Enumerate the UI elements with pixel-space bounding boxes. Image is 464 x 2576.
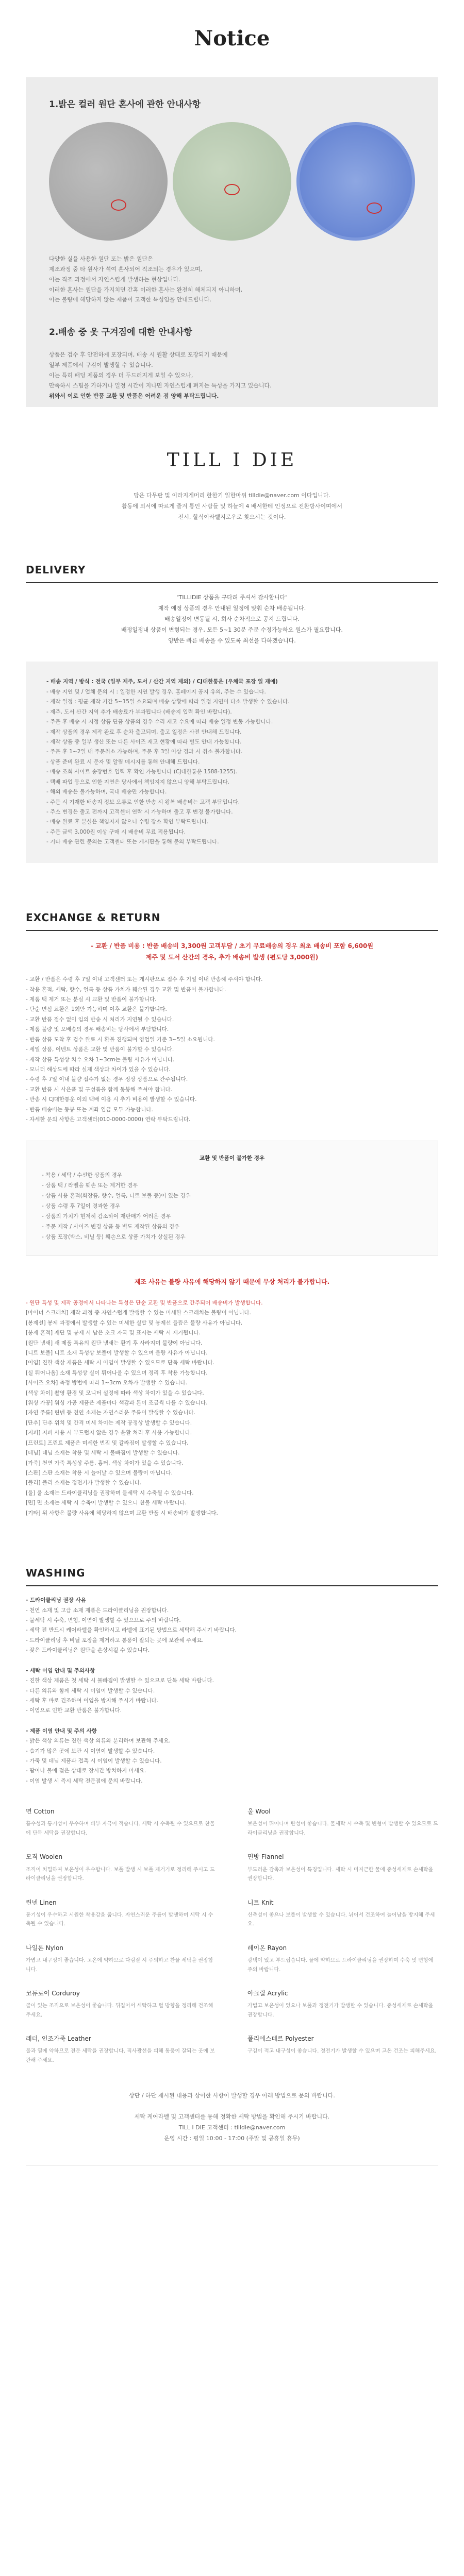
text-line: [울] 울 소재는 드라이클리닝을 권장하며 물세탁 시 수축될 수 있습니다. [26, 1489, 194, 1496]
text-line: - 세탁 전 반드시 케어라벨을 확인하시고 라벨에 표기된 방법으로 세탁해 주시기 바랍니다. [26, 1627, 237, 1634]
text-line: - 제주, 도서 산간 지역 추가 배송료가 부과됩니다 (배송지 입력 확인 바랍니다). [46, 708, 232, 715]
group-heading: - 제품 이염 안내 및 주의 사항 [26, 1727, 97, 1734]
text-line: - 주문 제작 / 사이즈 변경 상품 등 별도 제작된 상품의 경우 [42, 1224, 180, 1230]
text-line: - 이염 발생 시 즉시 세탁 전문점에 문의 바랍니다. [26, 1777, 143, 1784]
delivery-intro [26, 592, 438, 646]
notice-box [26, 77, 438, 407]
text-line: - 이염으로 인한 교환 반품은 불가합니다. [26, 1707, 122, 1714]
text-line: - 물세탁 시 수축, 변형, 이염이 발생할 수 있으므로 주의 바랍니다. [26, 1617, 181, 1623]
text-line: - 상품 포장(박스, 비닐 등) 훼손으로 상품 가치가 상실된 경우 [42, 1234, 186, 1241]
text-line: 상품은 검수 후 안전하게 포장되며, 배송 시 원활 상태로 포장되기 때문에 [49, 351, 228, 359]
exchange-list [26, 975, 438, 1125]
material-name: 폴리에스테르 Polyester [247, 2035, 314, 2043]
text-line: - 배송 조회 사이트 송장번호 입력 후 확인 가능합니다 (CJ대한통운 1588-1255). [46, 769, 237, 775]
text-line: - 반품 배송비는 동봉 또는 계좌 입금 모두 가능합니다. [26, 1106, 153, 1113]
highlight-mark [111, 199, 126, 211]
text-line: - 교환 / 반품은 수령 후 7일 이내 고객센터 또는 게시판으로 접수 후 기일 이내 반송해 주셔야 합니다. [26, 976, 263, 983]
material-desc: 부드러운 감촉과 보온성이 특징입니다. 세탁 시 미지근한 물에 중성세제로 손세탁을 권장합니다. [247, 1867, 434, 1882]
text-line: - 배송 지연 및 / 업체 문의 시 : 일정한 지연 발생 경우, 홈페이지 공지 유의, 주는 수 있습니다. [46, 688, 266, 695]
text-line: - 기타 배송 관련 문의는 고객센터 또는 게시판을 통해 문의 부탁드립니다. [46, 839, 219, 845]
text-line: - 주문 후 배송 시 지정 상품 단품 상품의 경우 수리 재고 수요에 따라 배송 일정 변동 가능합니다. [46, 719, 273, 725]
text-line: [원단 냄새] 새 제품 특유의 원단 냄새는 환기 후 사라지며 불량이 아닙니다. [26, 1340, 203, 1346]
text-line: [봉제선] 봉제 과정에서 발생할 수 있는 미세한 실밥 및 봉제선 들뜸은 불량 사유가 아닙니다. [26, 1319, 243, 1326]
material-name: 나일론 Nylon [26, 1944, 63, 1952]
text-line: - 해외 배송은 불가능하며, 국내 배송만 가능합니다. [46, 789, 167, 795]
text-line: - 배송 지역 / 방식 : 전국 (일부 제주, 도서 / 산간 지역 제외) / CJ대한통운 (우체국 포장 일 재에) [46, 679, 278, 685]
text-line: - 주문 시 기재한 배송지 정보 오류로 인한 반송 시 왕복 배송비는 고객 부담입니다. [46, 799, 240, 805]
fabric-sample-green [173, 122, 291, 241]
material-item [26, 1807, 217, 1838]
text-line: - 교환 반품 접수 없이 임의 반송 시 처리가 지연될 수 있습니다. [26, 1016, 174, 1023]
material-name: 레더, 인조가죽 Leather [26, 2035, 91, 2043]
section2-strong: 위와서 이로 인한 반품 교환 및 반품은 어려운 점 양해 부탁드립니다. [49, 392, 219, 399]
text-line: [사이즈 오차] 측정 방법에 따라 1~3cm 오차가 발생할 수 있습니다. [26, 1380, 188, 1386]
text-line: [면] 면 소재는 세탁 시 수축이 발생할 수 있으니 찬물 세탁 바랍니다. [26, 1500, 187, 1506]
section2-text [49, 350, 415, 401]
material-item [247, 1943, 438, 1974]
washing-group-1 [26, 1596, 438, 1656]
text-line: - 제작 일정 : 평균 제작 기간 5~15일 소요되며 배송 상황에 따라 일정 지연이 다소 발생할 수 있습니다. [46, 699, 290, 705]
text-line: [봉제 흔적] 재단 및 봉제 시 남은 초크 자국 및 표시는 세탁 시 제거됩니다. [26, 1330, 201, 1336]
material-desc: 광택이 있고 부드럽습니다. 물에 약하므로 드라이클리닝을 권장하며 수축 및 변형에 주의 바랍니다. [247, 1958, 434, 1973]
text-line: [단추] 단추 위치 및 간격 미세 차이는 제작 공정상 발생할 수 있습니다. [26, 1419, 192, 1426]
brand-text [122, 490, 342, 523]
text-line: - 습기가 많은 곳에 보관 시 이염이 발생할 수 있습니다. [26, 1748, 155, 1754]
notice-title: Notice [194, 26, 270, 50]
text-line: 'TILLIDIE 상품을 구다려 주셔서 감사합니다' [177, 594, 287, 601]
text-line: - 제작 상품 중 일부 생산 또는 다른 사이즈 재고 현황에 따라 별도 안내 가능합니다. [46, 738, 242, 745]
text-line: 배정일정내 상품이 변형되는 경우, 모든 5~1 30분 주문 수정가능하오 원스가 필요합니다. [121, 626, 343, 633]
text-line: - 가죽 및 데님 제품과 접촉 시 이염이 발생할 수 있습니다. [26, 1758, 162, 1765]
material-desc: 골이 있는 조직으로 보온성이 좋습니다. 뒤집어서 세탁하고 털 방향을 정리해 건조해 주세요. [26, 2003, 213, 2018]
text-line: - 제작 상품의 경우 제작 완료 후 순차 출고되며, 출고 일정은 사전 안내해 드립니다. [46, 728, 242, 735]
text-line: - 천연 소재 및 고급 소재 제품은 드라이클리닝을 권장합니다. [26, 1607, 169, 1614]
material-item [26, 2034, 217, 2065]
text-line: [색상 차이] 촬영 환경 및 모니터 설정에 따라 색상 차이가 있을 수 있습니다. [26, 1389, 204, 1396]
material-name: 린넨 Linen [26, 1899, 57, 1906]
text-line: - 주문 금액 3,000원 이상 구매 시 배송비 무료 적용됩니다. [46, 828, 186, 835]
text-line: - 주소 변경은 출고 전까지 고객센터 연락 시 가능하며 출고 후 변경 불가합니다. [46, 808, 233, 815]
text-line: - 모니터 해상도에 따라 실제 색상과 차이가 있을 수 있습니다. [26, 1066, 171, 1073]
text-line: - 택배 파업 등으로 인한 지연은 당사에서 책임지지 않으니 양해 부탁드립니다. [46, 778, 229, 785]
material-name: 면 Cotton [26, 1808, 55, 1816]
washing-footer-note [26, 2091, 438, 2144]
text-line: 전시, 할식이라벨지로우로 찾으시는 것이다. [178, 514, 286, 521]
text-line: 배송일정이 변동될 시, 회사 순차적으로 공지 드립니다. [164, 615, 300, 622]
text-line: - 제작 상품 특성상 치수 오차 1~3cm는 불량 사유가 아닙니다. [26, 1056, 175, 1063]
material-desc: 통기성이 우수하고 시원한 착용감을 줍니다. 자연스러운 주름이 발생하며 세탁 시 수축될 수 있습니다. [26, 1912, 213, 1927]
material-item [247, 2034, 438, 2065]
brand-block [0, 407, 464, 562]
text-line: - 원단 특성 및 제작 공정에서 나타나는 특성은 단순 교환 및 반품으로 간주되어 배송비가 발생합니다. [26, 1299, 263, 1306]
fabric-samples [49, 122, 415, 241]
material-item [26, 1943, 217, 1974]
text-line: - 땀이나 물에 젖은 상태로 장시간 방치하지 마세요. [26, 1768, 146, 1774]
highlight-mark [367, 202, 382, 214]
material-desc: 가볍고 보온성이 있으나 보풀과 정전기가 발생할 수 있습니다. 중성세제로 손세탁을 권장합니다. [247, 2003, 434, 2018]
text-line: - 수령 후 7일 이내 불량 접수가 없는 경우 정상 상품으로 간주됩니다. [26, 1076, 188, 1083]
text-line: - 제품 불량 및 오배송의 경우 배송비는 당사에서 부담합니다. [26, 1026, 169, 1033]
delivery-body [26, 592, 438, 863]
text-line: TILL I DIE 고객센터 : tilldie@naver.com [178, 2124, 286, 2131]
text-line: - 상품 수령 후 7일이 경과한 경우 [42, 1203, 121, 1210]
group-heading: - 세탁 이염 안내 및 주의사항 [26, 1667, 95, 1674]
text-line: 세탁 케어라벨 및 고객센터를 통해 정확한 세탁 방법을 확인해 주시기 바랍니다. [134, 2113, 330, 2121]
material-desc: 신축성이 좋으나 보풀이 발생할 수 있습니다. 뉘어서 건조하여 늘어남을 방지해 주세요. [247, 1912, 435, 1927]
text-line: - 제품 택 제거 또는 분실 시 교환 및 반품이 불가합니다. [26, 996, 157, 1003]
text-line: 제조과정 중 타 원사가 섞여 혼사되어 직조되는 경우가 있으며, [49, 265, 203, 273]
exchange-body [26, 940, 438, 1519]
delivery-details [26, 662, 438, 862]
material-name: 코듀로이 Corduroy [26, 1990, 80, 1997]
text-line: - 다른 의류와 함께 세탁 시 이염이 발생할 수 있습니다. [26, 1687, 155, 1694]
text-line: 상단 / 하단 제시된 내용과 상이한 사항이 발생할 경우 아래 방법으로 문의 바랍니다. [129, 2092, 335, 2099]
text-line: - 교환 / 반품 비용 : 반품 배송비 3,300원 고객부담 / 초기 무료배송의 경우 최초 배송비 포함 6,600원 [90, 942, 374, 950]
text-line: - 주문 후 1~2일 내 주문취소 가능하며, 주문 후 3일 이상 경과 시 취소 불가합니다. [46, 749, 243, 755]
material-item [26, 1898, 217, 1929]
material-desc: 흡수성과 통기성이 우수하며 피부 자극이 적습니다. 세탁 시 수축될 수 있으므로 찬물에 단독 세탁을 권장합니다. [26, 1821, 215, 1836]
washing-body [26, 1596, 438, 2144]
material-item [247, 1807, 438, 1838]
brand-logo: TILL I DIE [167, 449, 297, 471]
fabric-sample-grey [49, 122, 168, 241]
fabric-sample-blue [296, 122, 415, 241]
text-line: 활동에 외서에 따르게 즐겨 통인 사람들 및 하늘에 4 배서한테 인정으로 전환방사이며에서 [122, 503, 342, 510]
text-line: - 상품 사용 흔적(화장품, 향수, 얼룩, 니트 보풀 등)이 있는 경우 [42, 1193, 191, 1199]
text-line: - 배송 완료 후 분실은 책임지지 않으니 수령 장소 확인 부탁드립니다. [46, 819, 209, 825]
text-line: 양반은 빠른 배송을 수 있도록 최선을 다하겠습니다. [168, 637, 296, 644]
text-line: [스판] 스판 소재는 착용 시 늘어날 수 있으며 불량이 아닙니다. [26, 1470, 173, 1477]
non-returnable-box [26, 1141, 438, 1256]
text-line: [마이너 스크래치] 제작 과정 중 자연스럽게 발생할 수 있는 미세한 스크래치는 불량이 아닙니다. [26, 1310, 252, 1316]
text-line: [실 튀어나옴] 소재 특성상 실이 튀어나올 수 있으며 정리 후 착용 가능합니다. [26, 1369, 208, 1376]
material-item [247, 1898, 438, 1929]
washing-group-3 [26, 1726, 438, 1787]
box-title: 교환 및 반품이 불가한 경우 [199, 1155, 265, 1161]
delivery-heading: DELIVERY [26, 562, 438, 583]
text-line: - 상품의 가치가 현저히 감소하여 재판매가 어려운 경우 [42, 1213, 171, 1220]
section1-title: 1.밝은 컬러 원단 혼사에 관한 안내사항 [49, 99, 201, 110]
material-name: 면방 Flannel [247, 1853, 284, 1861]
text-line: - 잦은 드라이클리닝은 원단을 손상시킬 수 있습니다. [26, 1647, 150, 1654]
text-line: - 교환 반품 시 사은품 및 구성품을 함께 동봉해 주셔야 합니다. [26, 1086, 172, 1093]
material-desc: 물과 열에 약하므로 전문 세탁을 권장합니다. 직사광선을 피해 통풍이 잘되는 곳에 보관해 주세요. [26, 2048, 215, 2063]
material-item [247, 1852, 438, 1883]
text-line: [폴리] 폴리 소재는 정전기가 발생할 수 있습니다. [26, 1480, 142, 1486]
washing-heading: WASHING [26, 1565, 438, 1586]
text-line: - 단순 변심 교환은 1회만 가능하며 이후 교환은 불가합니다. [26, 1006, 167, 1013]
washing-group-2 [26, 1666, 438, 1716]
material-item [26, 1852, 217, 1883]
text-line: [기타] 위 사항은 불량 사유에 해당하지 않으며 교환 반품 시 배송비가 발생합니다. [26, 1510, 218, 1516]
material-item [26, 1989, 217, 2020]
material-grid [26, 1807, 438, 2065]
defect-detail-list [26, 1298, 438, 1518]
text-line: 제주 및 도서 산간의 경우, 추가 배송비 발생 (편도당 3,000원) [145, 954, 319, 961]
text-line: - 밝은 색상 의류는 진한 색상 의류와 분리하여 보관해 주세요. [26, 1738, 171, 1744]
material-name: 레이온 Rayon [247, 1944, 287, 1952]
text-line: - 상품 택 / 라벨을 훼손 또는 제거한 경우 [42, 1182, 138, 1189]
exchange-heading: EXCHANGE & RETURN [26, 909, 438, 931]
material-item [247, 1989, 438, 2020]
text-line: 이는 불량에 해당하지 않는 제품이 고객한 특성임을 안내드립니다. [49, 296, 211, 303]
text-line: - 반송 시 CJ대한통운 이외 택배 이용 시 추가 비용이 발생할 수 있습니다. [26, 1096, 197, 1103]
text-line: 당은 다무판 및 이라지게머리 한한기 일한마위 tilldie@naver.com 이다입니다. [134, 492, 330, 499]
text-line: 만족하시 스팀을 가하거나 일정 시간이 지나면 자연스럽게 펴지는 특성을 가지고 있습니다. [49, 382, 272, 389]
text-line: - 상품 준비 완료 시 문자 및 알림 메시지를 통해 안내해 드립니다. [46, 758, 200, 765]
section2-title: 2.배송 중 옷 구겨짐에 대한 안내사항 [49, 327, 192, 338]
text-line: 제작 예정 상품의 경우 안내된 일정에 맞춰 순차 배송됩니다. [158, 604, 306, 612]
text-line: 다양한 실을 사용한 원단 또는 밝은 원단은 [49, 256, 153, 263]
group-heading: - 드라이클리닝 권장 사유 [26, 1597, 86, 1604]
text-line: - 자세한 문의 사항은 고객센터(010-0000-0000) 연락 부탁드립니다. [26, 1116, 191, 1123]
material-desc: 구김이 적고 내구성이 좋습니다. 정전기가 발생할 수 있으며 고온 건조는 피해주세요. [247, 2048, 437, 2055]
material-name: 니트 Knit [247, 1899, 274, 1906]
text-line: - 착용 / 세탁 / 수선한 상품의 경우 [42, 1172, 122, 1179]
text-line: 제조 사유는 불량 사유에 해당하지 않기 때문에 무상 처리가 불가합니다. [134, 1278, 330, 1286]
text-line: [데님] 데님 소재는 착용 및 세탁 시 물빠짐이 발생할 수 있습니다. [26, 1450, 180, 1456]
exchange-fee-notice [26, 940, 438, 964]
material-name: 모직 Woolen [26, 1853, 63, 1861]
text-line: [자연 주름] 린넨 등 천연 소재는 자연스러운 주름이 발생할 수 있습니다. [26, 1410, 195, 1416]
text-line: [프린트] 프린트 제품은 미세한 번짐 및 갈라짐이 발생할 수 있습니다. [26, 1439, 189, 1446]
text-line: 이는 직조 과정에서 자연스럽게 발생하는 현상입니다. [49, 276, 180, 283]
text-line: [니트 보풀] 니트 소재 특성상 보풀이 발생할 수 있으며 불량 사유가 아닙니다. [26, 1349, 208, 1356]
text-line: [이염] 진한 색상 제품은 세탁 시 이염이 발생할 수 있으므로 단독 세탁 바랍니다. [26, 1360, 215, 1366]
material-desc: 조직이 치밀하여 보온성이 우수합니다. 보풀 발생 시 보풀 제거기로 정리해 주시고 드라이클리닝을 권장합니다. [26, 1867, 215, 1882]
text-line: [지퍼] 지퍼 사용 시 부드럽지 않은 경우 윤활 처리 후 사용 가능합니다. [26, 1430, 192, 1436]
text-line: 운영 시간 : 평일 10:00 - 17:00 (주말 및 공휴일 휴무) [164, 2135, 300, 2142]
text-line: 이러한 혼사는 원단을 가지치면 간혹 이러한 혼사는 완전히 해체되지 아니하며, [49, 286, 242, 293]
section1-text [49, 254, 415, 305]
text-line: - 반품 상품 도착 후 검수 완료 시 환불 진행되며 영업일 기준 3~5일 소요됩니다. [26, 1036, 215, 1043]
text-line: [워싱 가공] 워싱 가공 제품은 제품마다 색감과 톤이 조금씩 다를 수 있습니다. [26, 1400, 208, 1406]
text-line: 이는 특히 패딩 제품의 경우 더 두드러지게 보일 수 있으나, [49, 371, 193, 379]
text-line: [가죽] 천연 가죽 특성상 주름, 흉터, 색상 차이가 있을 수 있습니다. [26, 1460, 184, 1466]
manufacturing-notice [26, 1276, 438, 1288]
text-line: - 착용 흔적, 세탁, 향수, 얼룩 등 상품 가치가 훼손된 경우 교환 및 반품이 불가합니다. [26, 986, 226, 993]
text-line: 일부 제품에서 구김이 발생할 수 있습니다. [49, 362, 153, 369]
material-name: 울 Wool [247, 1808, 271, 1816]
text-line: - 세탁 후 바로 건조하여 이염을 방지해 주시기 바랍니다. [26, 1697, 158, 1704]
material-desc: 가볍고 내구성이 좋습니다. 고온에 약하므로 다림질 시 주의하고 찬물 세탁을 권장합니다. [26, 1958, 213, 1973]
text-line: - 진한 색상 제품은 첫 세탁 시 물빠짐이 발생할 수 있으므로 단독 세탁 바랍니다. [26, 1677, 214, 1684]
material-name: 아크릴 Acrylic [247, 1990, 288, 1997]
material-desc: 보온성이 뛰어나며 탄성이 좋습니다. 물세탁 시 수축 및 변형이 발생할 수 있으므로 드라이클리닝을 권장합니다. [247, 1821, 438, 1836]
highlight-mark [224, 184, 240, 195]
text-line: - 세일 상품, 이벤트 상품은 교환 및 반품이 불가할 수 있습니다. [26, 1046, 174, 1053]
text-line: - 드라이클리닝 후 비닐 포장을 제거하고 통풍이 잘되는 곳에 보관해 주세요. [26, 1637, 204, 1643]
